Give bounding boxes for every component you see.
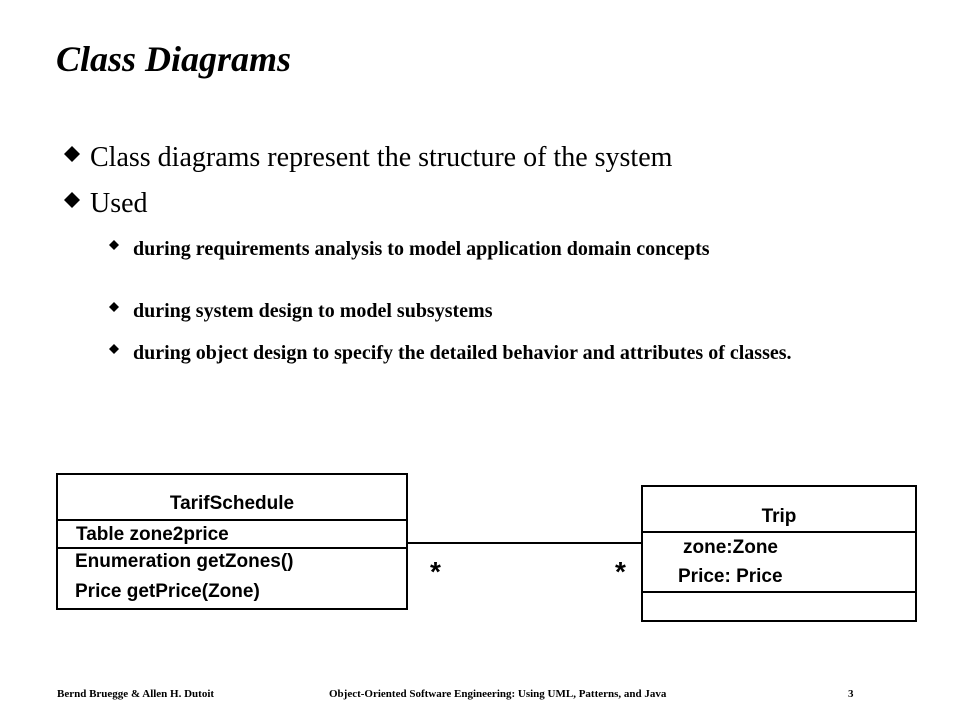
page-number: 3 [848, 688, 854, 700]
slide-title: Class Diagrams [56, 39, 292, 79]
class-divider [56, 547, 408, 549]
footer-book-title: Object-Oriented Software Engineering: Using UML, Patterns, and Java [329, 688, 667, 700]
class-operation: Price getPrice(Zone) [75, 581, 260, 602]
class-attribute: Table zone2price [76, 524, 229, 545]
diamond-bullet-icon [109, 240, 119, 250]
class-operation: Enumeration getZones() [75, 551, 294, 572]
bullet-text: Used [90, 188, 148, 219]
bullet-item [90, 188, 148, 220]
sub-bullet-text: during requirements analysis to model application domain concepts [133, 238, 710, 260]
bullet-text: Class diagrams represent the structure of the system [90, 142, 673, 173]
footer-authors: Bernd Bruegge & Allen H. Dutoit [57, 688, 215, 700]
sub-bullet-text: during object design to specify the detailed behavior and attributes of classes. [133, 342, 792, 364]
class-attribute: Price: Price [678, 566, 783, 587]
class-divider [641, 531, 917, 533]
multiplicity-left: * [430, 556, 441, 587]
sub-bullet-item [133, 236, 833, 262]
sub-bullet-item [133, 298, 833, 324]
diamond-bullet-icon [64, 192, 80, 208]
class-name-tarifschedule: TarifSchedule [169, 493, 295, 514]
sub-bullet-text: during system design to model subsystems [133, 300, 493, 322]
class-attribute: zone:Zone [683, 537, 778, 558]
class-name-trip: Trip [761, 506, 797, 527]
diamond-bullet-icon [109, 302, 119, 312]
bullet-item [90, 142, 672, 174]
diamond-bullet-icon [64, 146, 80, 162]
class-divider [56, 519, 408, 521]
diamond-bullet-icon [109, 344, 119, 354]
association-line [407, 542, 641, 544]
sub-bullet-item [133, 340, 833, 366]
multiplicity-right: * [615, 556, 626, 587]
class-divider [641, 591, 917, 593]
